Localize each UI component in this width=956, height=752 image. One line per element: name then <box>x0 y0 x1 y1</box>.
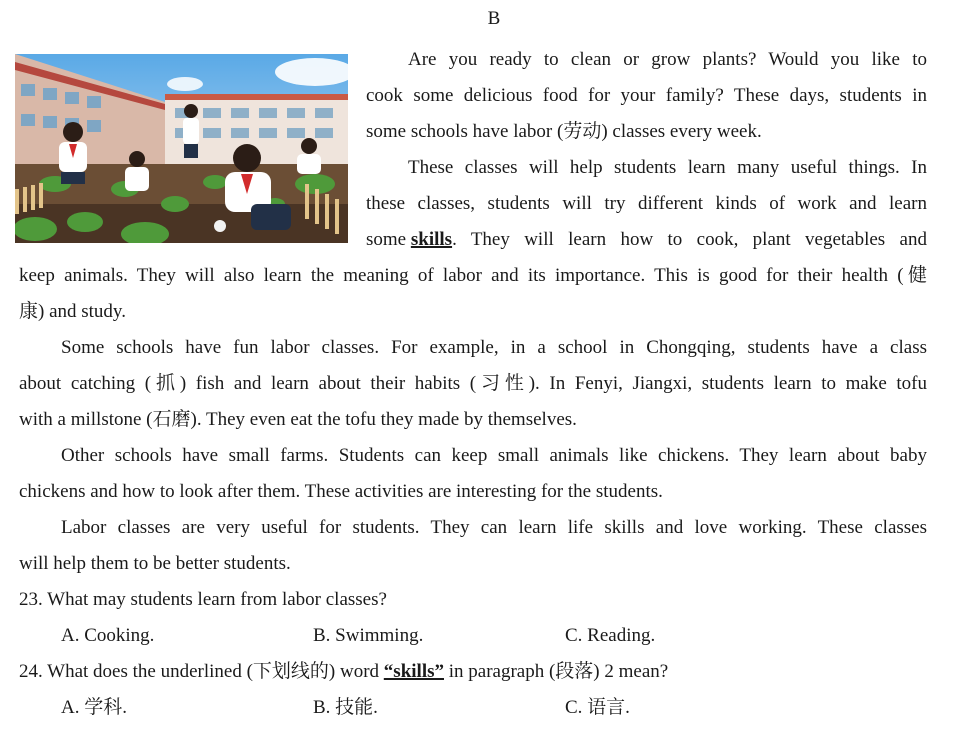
p2-line-3-post: . They will learn how to cook, plant vegetables and <box>452 229 927 250</box>
keyword-skills: skills <box>410 229 453 250</box>
q24-stem-pre: 24. What does the underlined (下划线的) word <box>19 661 384 682</box>
p1-line-3: some schools have labor (劳动) classes every week. <box>366 121 762 142</box>
p5-line-2: will help them to be better students. <box>19 553 291 574</box>
passage-line <box>366 150 927 186</box>
section-label: B <box>487 8 501 29</box>
q24-keyword: “skills” <box>383 661 444 682</box>
passage-line <box>19 510 927 546</box>
q23-option-a[interactable]: A. Cooking. <box>61 625 155 646</box>
p4-line-2: chickens and how to look after them. These activities are interesting for the students. <box>19 481 663 502</box>
p4-line-1: Other schools have small farms. Students can keep small animals like chickens. They learn about baby <box>61 445 927 466</box>
question-24-stem <box>19 654 927 690</box>
q23-option-b[interactable]: B. Swimming. <box>313 625 424 646</box>
p1-line-1: Are you ready to clean or grow plants? Would you like to <box>408 49 927 70</box>
students-gardening-photo <box>15 54 348 243</box>
q24-stem-post: in paragraph (段落) 2 mean? <box>444 661 669 682</box>
p3-line-2: about catching (抓) fish and learn about their habits (习性). In Fenyi, Jiangxi, students learn to make tofu <box>19 373 927 394</box>
question-23-stem: 23. What may students learn from labor classes? <box>19 589 387 610</box>
p3-line-3: with a millstone (石磨). They even eat the tofu they made by themselves. <box>19 409 577 430</box>
q24-option-b[interactable]: B. 技能. <box>313 697 378 718</box>
p2-line-3-pre: some <box>366 229 407 250</box>
q24-option-a[interactable]: A. 学科. <box>61 697 127 718</box>
passage-line <box>19 330 927 366</box>
p5-line-1: Labor classes are very useful for students. They can learn life skills and love working. These classes <box>61 517 927 538</box>
p2-line-2: these classes, students will try different kinds of work and learn <box>366 193 927 214</box>
p2-line-1: These classes will help students learn many useful things. In <box>408 157 927 178</box>
passage-line <box>366 42 927 78</box>
q23-option-c[interactable]: C. Reading. <box>565 625 656 646</box>
passage-line <box>366 222 927 258</box>
p1-line-2: cook some delicious food for your family? These days, students in <box>366 85 927 106</box>
passage-line <box>19 438 927 474</box>
q24-option-c[interactable]: C. 语言. <box>565 697 630 718</box>
p2-line-4: keep animals. They will also learn the meaning of labor and its importance. This is good for their health (健 <box>19 265 927 286</box>
p2-line-5: 康) and study. <box>19 301 126 322</box>
p3-line-1: Some schools have fun labor classes. For example, in a school in Chongqing, students have a class <box>61 337 927 358</box>
